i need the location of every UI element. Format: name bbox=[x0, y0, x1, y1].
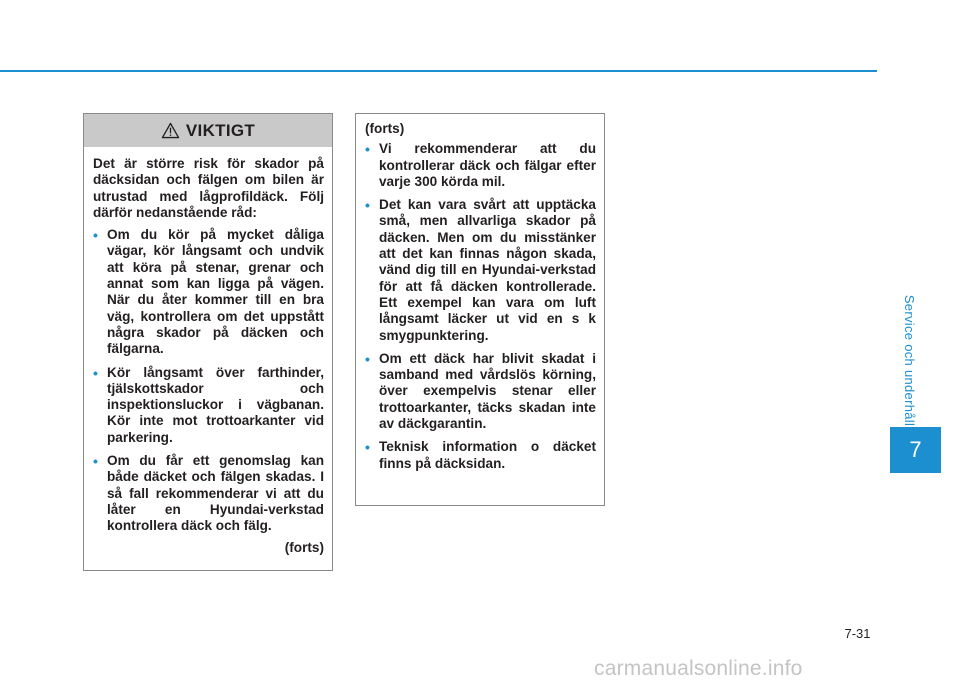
warning-box bbox=[83, 113, 333, 571]
watermark: carmanualsonline.info bbox=[594, 657, 803, 680]
warning-triangle-icon bbox=[161, 122, 180, 139]
continuation-bullet-list bbox=[365, 141, 596, 472]
warning-box-body bbox=[84, 147, 332, 556]
list-item-text: Om du kör på mycket dåliga vägar, kör långsamt och undvik att köra på stenar, grenar och annat som kan ligga på vägen. När du åter kommer till en bra väg, kontrollera om det uppstått några skador på däcken och fälgarna. bbox=[107, 227, 324, 357]
warning-bullet-list bbox=[93, 227, 324, 534]
warning-box-header bbox=[84, 114, 332, 147]
continuation-box bbox=[355, 113, 605, 506]
section-side-label bbox=[900, 285, 920, 435]
header-rule bbox=[0, 70, 877, 72]
list-item bbox=[93, 453, 324, 534]
list-item-text: Vi rekommenderar att du kontrollerar däck och fälgar efter varje 300 körda mil. bbox=[379, 141, 596, 189]
list-item bbox=[93, 365, 324, 446]
list-item-text: Om du får ett genomslag kan både däcket och fälgen skadas. I så fall rekommenderar vi att du låter en Hyundai-verkstad kontrollera däck och fälg. bbox=[107, 453, 324, 534]
list-item bbox=[365, 141, 596, 190]
bullet-icon: • bbox=[365, 350, 370, 367]
bullet-icon: • bbox=[365, 197, 370, 214]
chapter-number: 7 bbox=[909, 437, 922, 462]
page-number: 7-31 bbox=[844, 626, 871, 641]
list-item bbox=[365, 439, 596, 472]
warning-box-title: VIKTIGT bbox=[185, 120, 256, 140]
list-item bbox=[365, 197, 596, 344]
list-item bbox=[365, 351, 596, 432]
bullet-icon: • bbox=[93, 364, 98, 381]
list-item-text: Om ett däck har blivit skadat i samband med vårdslös körning, över exempelvis stenar eller trottoarkanter, täcks skadan inte av däckgarantin. bbox=[379, 350, 596, 432]
list-item-text: Teknisk information o däcket finns på däcksidan. bbox=[379, 439, 596, 471]
bullet-icon: • bbox=[93, 227, 98, 244]
bullet-icon: • bbox=[365, 141, 370, 158]
bullet-icon: • bbox=[365, 439, 370, 456]
section-label-text: Service och underhåll bbox=[902, 294, 918, 426]
bullet-icon: • bbox=[93, 453, 98, 470]
continuation-box-body bbox=[356, 114, 604, 472]
list-item bbox=[93, 227, 324, 357]
continued-marker: (forts) bbox=[365, 121, 405, 136]
continued-marker: (forts) bbox=[284, 539, 324, 555]
list-item-text: Kör långsamt över farthinder, tjälskottskador och inspektionsluckor i vägbanan. Kör inte mot trottoarkanter vid parkering. bbox=[107, 364, 324, 445]
warning-intro: Det är större risk för skador på däcksidan och fälgen om bilen är utrustad med lågprofildäck. Följ därför nedanstående råd: bbox=[93, 156, 324, 220]
list-item-text: Det kan vara svårt att upptäcka små, men allvarliga skador på däcken. Men om du misstänker att det kan finnas någon skada, vänd dig till en Hyundai-verkstad för att få däcken kontrollerade. Ett exempel kan vara om luft långsamt läcker ut vid en s k smygpunktering. bbox=[379, 197, 596, 343]
chapter-tab[interactable] bbox=[890, 427, 941, 473]
